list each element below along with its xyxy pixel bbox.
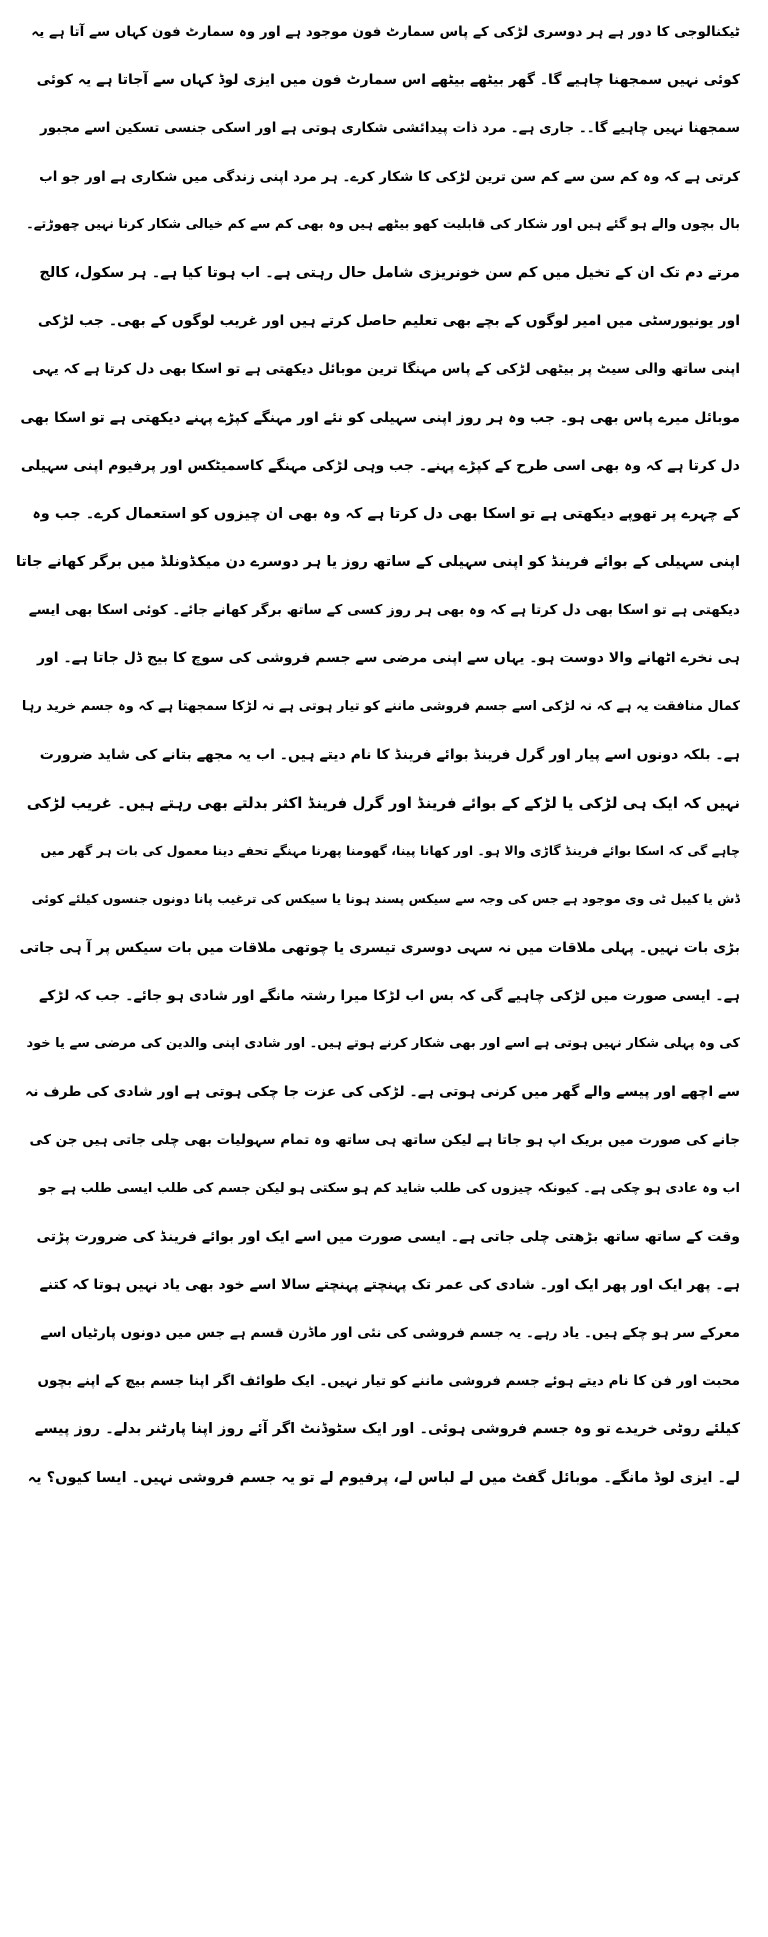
text-line: دیکھتی ہے تو اسکا بھی دل کرتا ہے کہ وہ بھی ہر روز کسی کے ساتھ برگر کھانے جائے۔ کوئی اسکا بھی ایسے xyxy=(28,602,740,619)
text-line: ڈش یا کیبل ٹی وی موجود ہے جس کی وجہ سے سیکس پسند ہونا یا سیکس کی ترغیب پانا دونوں جنسوں کیلئے کوئی xyxy=(31,891,740,907)
text-line: چاہے گی کہ اسکا بوائے فرینڈ گاڑی والا ہو۔ اور کھانا پینا، گھومنا پھرنا مہنگے تحفے دینا معمول کی بات ہر گھر میں xyxy=(40,843,740,859)
text-line: کیلئے روٹی خریدے تو وہ جسم فروشی ہوئی۔ اور ایک سٹوڈنٹ اگر آئے روز اپنا پارٹنر بدلے۔ روز پیسے xyxy=(34,1421,740,1438)
text-line: بال بچوں والے ہو گئے ہیں اور شکار کی قابلیت کھو بیٹھے ہیں وہ بھی کم سے کم خیالی شکار کرنا نہیں چھوڑتے۔ xyxy=(26,216,740,232)
text-line: ہے۔ پھر ایک اور پھر ایک اور۔ شادی کی عمر تک پہنچتے پہنچتے سالا اسے خود بھی یاد نہیں ہوتا کہ کتنے xyxy=(39,1276,740,1293)
text-line: لے۔ ایزی لوڈ مانگے۔ موبائل گفٹ میں لے لباس لے، پرفیوم لے تو یہ جسم فروشی نہیں۔ ایسا کیوں؟ یہ xyxy=(27,1469,740,1486)
text-line: کمال منافقت یہ ہے کہ نہ لڑکی اسے جسم فروشی ماننے کو تیار ہوتی ہے نہ لڑکا سمجھتا ہے کہ وہ جسم خرید رہا xyxy=(21,698,740,714)
text-line: اور یونیورسٹی میں امیر لوگوں کے بچے بھی تعلیم حاصل کرتے ہیں اور غریب لوگوں کے بھی۔ جب لڑکی xyxy=(37,313,740,330)
text-line: جانے کی صورت میں بریک اپ ہو جاتا ہے لیکن ساتھ ہی ساتھ وہ تمام سہولیات بھی چلی جاتی ہیں جن کی xyxy=(29,1132,740,1149)
text-line: کی وہ پہلی شکار نہیں ہوتی ہے اسے اور بھی شکار کرنے ہوتے ہیں۔ اور شادی اپنی والدین کی مرضی سے یا خود xyxy=(26,1035,740,1051)
text-line: کرتی ہے کہ وہ کم سن سے کم سن ترین لڑکی کا شکار کرے۔ ہر مرد اپنی زندگی میں شکاری ہے اور جو اب xyxy=(39,168,740,185)
text-line: سمجھنا نہیں چاہیے گا۔۔ جاری ہے۔ مرد ذات پیدائشی شکاری ہوتی ہے اور اسکی جنسی تسکین اسے مجبور xyxy=(40,120,740,137)
text-line: کے چہرے پر تھوپے دیکھتی ہے تو اسکا بھی دل کرتا ہے کہ وہ بھی ان چیزوں کو استعمال کرے۔ جب وہ xyxy=(32,505,740,522)
text-line: اپنی سہیلی کے بوائے فرینڈ کو اپنی سہیلی کے ساتھ روز یا ہر دوسرے دن میکڈونلڈ میں برگر کھانے جاتا xyxy=(15,554,740,571)
text-line: سے اچھے اور پیسے والے گھر میں کرنی ہوتی ہے۔ لڑکی کی عزت جا چکی ہوتی ہے اور شادی کی طرف نہ xyxy=(25,1084,740,1101)
text-line: محبت اور فن کا نام دیتے ہوئے جسم فروشی ماننے کو تیار نہیں۔ ایک طوائف اگر اپنا جسم بیچ کے اپنے بچوں xyxy=(37,1373,740,1390)
text-line: اپنی ساتھ والی سیٹ پر بیٹھی لڑکی کے پاس مہنگا ترین موبائل دیکھتی ہے تو اسکا بھی دل کرتا ہے کہ یہی xyxy=(32,361,740,378)
text-line: ہے۔ بلکہ دونوں اسے پیار اور گرل فرینڈ بوائے فرینڈ کا نام دیتے ہیں۔ اب یہ مجھے بتانے کی شاید ضرورت xyxy=(39,746,740,763)
text-line: نہیں کہ ایک ہی لڑکی یا لڑکے کے بوائے فرینڈ اور گرل فرینڈ اکثر بدلتے بھی رہتے ہیں۔ غریب لڑکی xyxy=(26,794,740,812)
text-line: مرتے دم تک ان کے تخیل میں کم سن خونریزی شامل حال رہتی ہے۔ اب ہوتا کیا ہے۔ ہر سکول، کالج xyxy=(39,264,740,281)
text-line: دل کرتا ہے کہ وہ بھی اسی طرح کے کپڑے پہنے۔ جب وہی لڑکی مہنگے کاسمیٹکس اور پرفیوم اپنی سہیلی xyxy=(20,457,740,474)
text-line: ہے۔ ایسی صورت میں لڑکی چاہیے گی کہ بس اب لڑکا میرا رشتہ مانگے اور شادی ہو جائے۔ جب کہ لڑکے xyxy=(39,987,740,1004)
text-line: ٹیکنالوجی کا دور ہے ہر دوسری لڑکی کے پاس سمارٹ فون موجود ہے اور وہ سمارٹ فون کہاں سے آتا ہے یہ xyxy=(31,24,740,40)
text-line: ہی نخرے اٹھانے والا دوست ہو۔ یہاں سے اپنی مرضی سے جسم فروشی کی سوچ کا بیج ڈل جاتا ہے۔ اور xyxy=(37,650,740,667)
text-line: اب وہ عادی ہو چکی ہے۔ کیونکہ چیزوں کی طلب شاید کم ہو سکتی ہو لیکن جسم کی طلب ایسی طلب ہے جو xyxy=(38,1180,740,1196)
text-line: معرکے سر ہو چکے ہیں۔ یاد رہے۔ یہ جسم فروشی کی نئی اور ماڈرن قسم ہے جس میں دونوں پارٹیاں اسے xyxy=(40,1325,740,1342)
article-text xyxy=(0,8,768,1502)
text-line: کوئی نہیں سمجھنا چاہیے گا۔ گھر بیٹھے بیٹھے اس سمارٹ فون میں ایزی لوڈ کہاں سے آجاتا ہے یہ کوئی xyxy=(36,72,740,89)
text-line: بڑی بات نہیں۔ پہلی ملاقات میں نہ سہی دوسری تیسری یا چوتھی ملاقات میں بات سیکس پر آ ہی جاتی xyxy=(19,939,740,956)
text-line: وقت کے ساتھ ساتھ بڑھتی چلی جاتی ہے۔ ایسی صورت میں اسے ایک اور بوائے فرینڈ کی ضرورت پڑتی xyxy=(36,1228,740,1245)
text-line: موبائل میرے پاس بھی ہو۔ جب وہ ہر روز اپنی سہیلی کو نئے اور مہنگے کپڑے پہنے دیکھتی ہے تو اسکا بھی xyxy=(20,409,740,426)
